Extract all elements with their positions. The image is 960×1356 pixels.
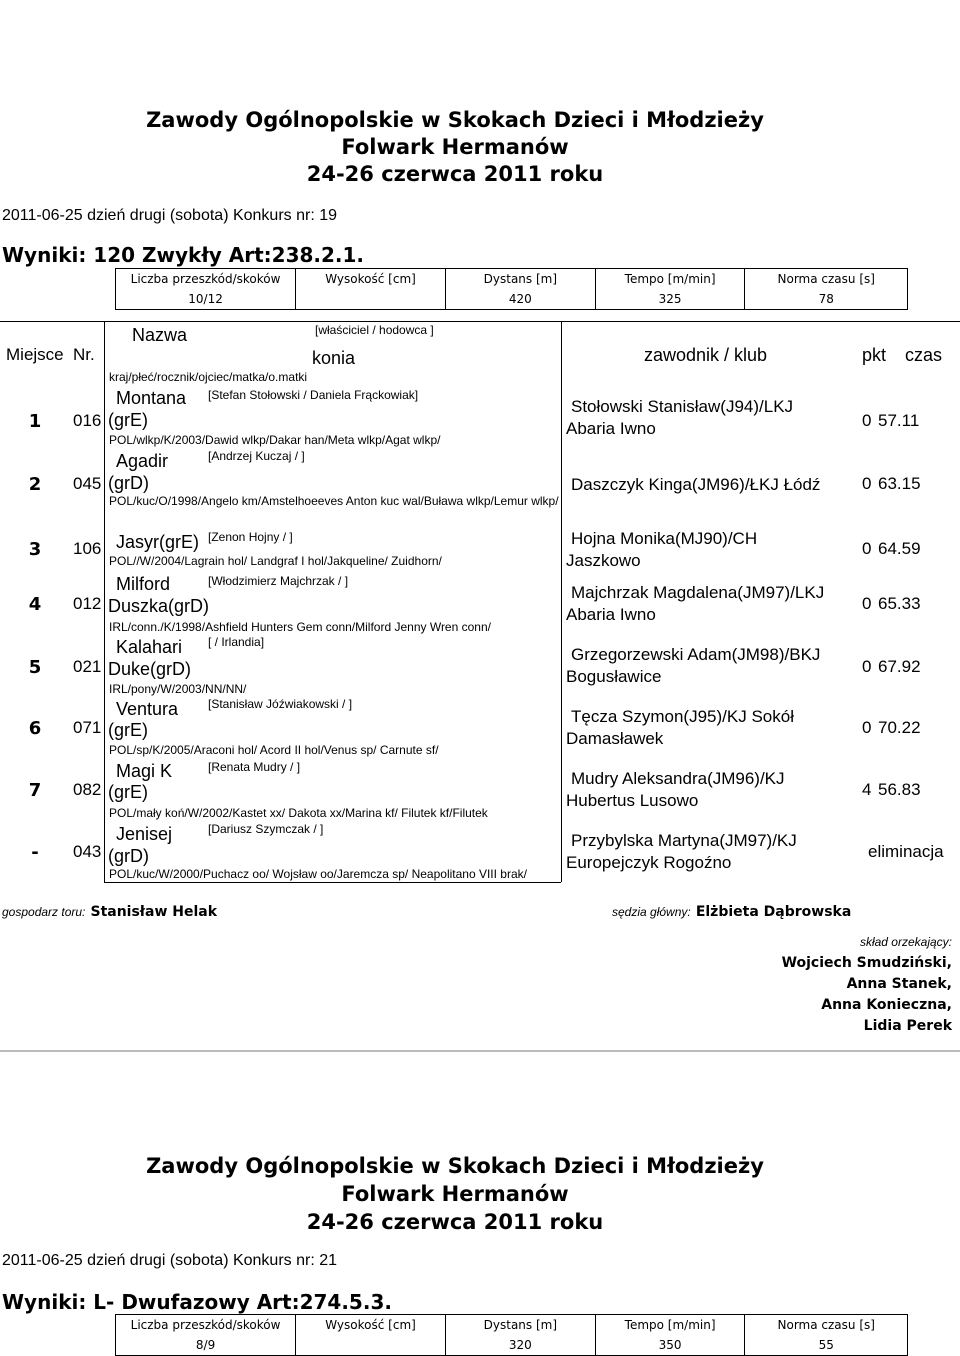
- row-club: Bogusławice: [566, 667, 662, 686]
- col-header-horse: konia: [312, 348, 356, 368]
- row-place: 5: [28, 657, 42, 678]
- competition-stats-table: [115, 268, 908, 310]
- competition-stats-table: [115, 1314, 908, 1356]
- row-place: 3: [28, 539, 42, 560]
- row-time: 56.83: [878, 780, 921, 799]
- row-owner: [Renata Mudry / ]: [208, 760, 301, 774]
- table-bottom-rule: [104, 882, 561, 883]
- chief-judge-label: sędzia główny:: [612, 905, 691, 919]
- col-header-place: Miejsce: [6, 345, 64, 364]
- row-points: 4: [862, 780, 872, 799]
- stats-label-tempo: Tempo [m/min]: [595, 1315, 745, 1336]
- stats-value-tempo: 350: [595, 1335, 745, 1356]
- row-points: 0: [862, 411, 872, 430]
- row-owner: [Dariusz Szymczak / ]: [208, 822, 324, 836]
- row-points: 0: [862, 657, 872, 676]
- row-owner: [Andrzej Kuczaj / ]: [208, 449, 305, 463]
- row-points: 0: [862, 718, 872, 737]
- stats-value-height: [296, 1335, 446, 1356]
- jury-panel: [782, 932, 952, 1037]
- row-pedigree: POL/sp/K/2005/Araconi hol/ Acord II hol/Venus sp/ Carnute sf/: [109, 743, 439, 757]
- row-owner: [Włodzimierz Majchrzak / ]: [208, 574, 349, 588]
- event-dates: 24-26 czerwca 2011 roku: [306, 1210, 604, 1234]
- stats-label-tempo: Tempo [m/min]: [595, 269, 745, 290]
- row-club: Europejczyk Rogoźno: [566, 853, 732, 872]
- row-horse-suffix: (grE): [108, 782, 148, 802]
- row-horse-name: Montana: [116, 388, 187, 408]
- stats-value-height: [296, 289, 446, 310]
- row-horse-name: Milford: [116, 574, 171, 594]
- col-header-time: czas: [905, 345, 943, 365]
- row-pedigree: IRL/pony/W/2003/NN/NN/: [109, 682, 247, 696]
- row-horse-name: Kalahari: [116, 637, 183, 657]
- event-venue: Folwark Hermanów: [341, 1182, 569, 1206]
- stats-value-distance: 420: [445, 289, 595, 310]
- row-horse-name: Jasyr(grE): [116, 532, 200, 552]
- competition-subtitle: 2011-06-25 dzień drugi (sobota) Konkurs nr: 21: [2, 1252, 338, 1269]
- row-place: 7: [28, 780, 42, 801]
- page-separator: [0, 1050, 960, 1052]
- stats-value-tempo: 325: [595, 289, 745, 310]
- row-time: 67.92: [878, 657, 921, 676]
- row-number: 021: [73, 657, 102, 676]
- row-horse-suffix: (grE): [108, 720, 148, 740]
- row-rider: Tęcza Szymon(J95)/KJ Sokół: [571, 707, 794, 726]
- course-designer: [2, 901, 217, 920]
- row-pedigree: POL//W/2004/Lagrain hol/ Landgraf I hol/Jakqueline/ Zuidhorn/: [109, 554, 442, 568]
- stats-label-height: Wysokość [cm]: [296, 269, 446, 290]
- row-horse-suffix: Duszka(grD): [108, 596, 210, 616]
- stats-value-obstacles: 8/9: [116, 1335, 296, 1356]
- jury-member: Anna Konieczna,: [821, 997, 952, 1013]
- row-time: 70.22: [878, 718, 921, 737]
- stats-value-time-limit: 78: [745, 289, 908, 310]
- jury-member: Wojciech Smudziński,: [781, 955, 952, 971]
- row-number: 016: [73, 411, 102, 430]
- stats-value-time-limit: 55: [745, 1335, 908, 1356]
- jury-member: Anna Stanek,: [846, 976, 952, 992]
- row-time: 63.15: [878, 474, 921, 493]
- event-venue: Folwark Hermanów: [341, 135, 569, 159]
- stats-value-distance: 320: [445, 1335, 595, 1356]
- row-rider: Majchrzak Magdalena(JM97)/LKJ: [571, 583, 825, 602]
- stats-label-obstacles: Liczba przeszkód/skoków: [116, 269, 296, 290]
- results-heading: Wyniki: 120 Zwykły Art:238.2.1.: [2, 243, 365, 267]
- col-header-rider: zawodnik / klub: [644, 345, 768, 365]
- row-place: -: [31, 842, 39, 863]
- course-designer-label: gospodarz toru:: [2, 905, 86, 919]
- row-club: Abaria Iwno: [566, 419, 656, 438]
- chief-judge: [612, 901, 851, 920]
- row-points: 0: [862, 594, 872, 613]
- col-header-pedigree: kraj/płeć/rocznik/ojciec/matka/o.matki: [109, 370, 308, 384]
- results-heading: Wyniki: L- Dwufazowy Art:274.5.3.: [2, 1290, 392, 1314]
- row-rider: Daszczyk Kinga(JM96)/ŁKJ Łódź: [571, 475, 821, 494]
- event-title: Zawody Ogólnopolskie w Skokach Dzieci i Młodzieży: [146, 108, 764, 132]
- row-owner: [Zenon Hojny / ]: [208, 530, 293, 544]
- col-header-points: pkt: [862, 345, 887, 365]
- chief-judge-name: Elżbieta Dąbrowska: [695, 904, 852, 920]
- row-horse-name: Agadir: [116, 451, 169, 471]
- row-owner: [ / Irlandia]: [208, 635, 265, 649]
- stats-value-obstacles: 10/12: [116, 289, 296, 310]
- row-rider: Stołowski Stanisław(J94)/LKJ: [571, 397, 794, 416]
- col-header-name: Nazwa: [132, 325, 188, 345]
- col-header-owner: [właściciel / hodowca ]: [315, 323, 434, 337]
- row-horse-suffix: (grD): [108, 473, 149, 493]
- stats-label-distance: Dystans [m]: [445, 1315, 595, 1336]
- event-dates: 24-26 czerwca 2011 roku: [306, 162, 604, 186]
- row-horse-name: Magi K: [116, 761, 173, 781]
- row-time: 65.33: [878, 594, 921, 613]
- row-pedigree: POL/kuc/W/2000/Puchacz oo/ Wojsław oo/Jaremcza sp/ Neapolitano VIII brak/: [109, 867, 527, 881]
- course-designer-name: Stanisław Helak: [90, 904, 218, 920]
- row-club: Hubertus Lusowo: [566, 791, 699, 810]
- stats-label-time-limit: Norma czasu [s]: [745, 1315, 908, 1336]
- row-rider: Hojna Monika(MJ90)/CH: [571, 529, 758, 548]
- col-header-number: Nr.: [73, 345, 95, 364]
- row-horse-suffix: Duke(grD): [108, 659, 192, 679]
- table-top-rule: [0, 321, 960, 322]
- row-number: 106: [73, 539, 102, 558]
- column-divider-horse: [561, 322, 562, 882]
- row-number: 082: [73, 780, 102, 799]
- event-title: Zawody Ogólnopolskie w Skokach Dzieci i Młodzieży: [146, 1154, 764, 1178]
- jury-member: Lidia Perek: [863, 1018, 952, 1034]
- row-place: 4: [28, 594, 42, 615]
- stats-label-distance: Dystans [m]: [445, 269, 595, 290]
- row-points: 0: [862, 474, 872, 493]
- row-place: 1: [28, 411, 42, 432]
- row-place: 2: [28, 474, 42, 495]
- row-horse-suffix: (grE): [108, 410, 148, 430]
- stats-label-time-limit: Norma czasu [s]: [745, 269, 908, 290]
- row-pedigree: POL/kuc/O/1998/Angelo km/Amstelhoeeves Anton kuc wal/Buława wlkp/Lemur wlkp/: [109, 494, 559, 508]
- row-horse-suffix: (grD): [108, 846, 149, 866]
- row-horse-name: Jenisej: [116, 824, 173, 844]
- row-time: 64.59: [878, 539, 921, 558]
- row-number: 043: [73, 842, 102, 861]
- row-number: 012: [73, 594, 102, 613]
- row-pedigree: POL/mały koń/W/2002/Kastet xx/ Dakota xx/Marina kf/ Filutek kf/Filutek: [109, 806, 488, 820]
- row-place: 6: [28, 718, 42, 739]
- row-owner: [Stanisław Jóźwiakowski / ]: [208, 697, 353, 711]
- row-number: 071: [73, 718, 102, 737]
- stats-label-height: Wysokość [cm]: [296, 1315, 446, 1336]
- row-rider: Mudry Aleksandra(JM96)/KJ: [571, 769, 785, 788]
- stats-label-obstacles: Liczba przeszkód/skoków: [116, 1315, 296, 1336]
- row-club: Damasławek: [566, 729, 664, 748]
- row-club: Abaria Iwno: [566, 605, 656, 624]
- row-points: 0: [862, 539, 872, 558]
- competition-subtitle: 2011-06-25 dzień drugi (sobota) Konkurs nr: 19: [2, 207, 338, 224]
- row-horse-name: Ventura: [116, 699, 179, 719]
- row-owner: [Stefan Stołowski / Daniela Frąckowiak]: [208, 388, 419, 402]
- row-rider: Grzegorzewski Adam(JM98)/BKJ: [571, 645, 821, 664]
- row-rider: Przybylska Martyna(JM97)/KJ: [571, 831, 797, 850]
- row-number: 045: [73, 474, 102, 493]
- row-pedigree: IRL/conn./K/1998/Ashfield Hunters Gem conn/Milford Jenny Wren conn/: [109, 620, 491, 634]
- row-pedigree: POL/wlkp/K/2003/Dawid wlkp/Dakar han/Meta wlkp/Agat wlkp/: [109, 433, 441, 447]
- row-time: 57.11: [878, 411, 920, 430]
- jury-label: skład orzekający:: [859, 935, 952, 949]
- row-club: Jaszkowo: [566, 551, 641, 570]
- row-time: eliminacja: [868, 842, 944, 861]
